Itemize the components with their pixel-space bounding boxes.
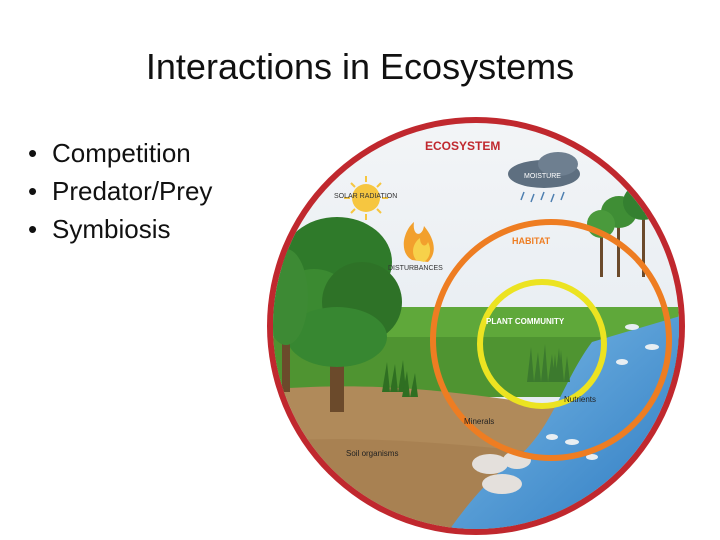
habitat-label: HABITAT (512, 236, 551, 246)
slide-title: Interactions in Ecosystems (145, 46, 575, 87)
plant-community-label: PLANT COMMUNITY (486, 317, 565, 326)
bullet-dot-icon: • (28, 214, 38, 244)
bullet-dot-icon: • (28, 176, 38, 206)
bullet-item (28, 210, 212, 248)
bullet-text: Competition (52, 138, 191, 168)
solar-radiation-label: SOLAR RADIATION (334, 193, 398, 200)
soil-organisms-label: Soil organisms (346, 449, 399, 458)
ecosystem-diagram (262, 112, 694, 540)
bullet-text: Symbiosis (52, 214, 171, 244)
nutrients-label: Nutrients (564, 395, 597, 404)
bullet-list (28, 134, 212, 248)
bullet-item (28, 134, 212, 172)
disturbances-label: DISTURBANCES (388, 265, 443, 272)
minerals-label: Minerals (464, 417, 495, 426)
bullet-dot-icon: • (28, 138, 38, 168)
bullet-text: Predator/Prey (52, 176, 213, 206)
ecosystem-label: ECOSYSTEM (425, 139, 501, 153)
bullet-item (28, 172, 212, 210)
moisture-label: MOISTURE (524, 173, 561, 180)
